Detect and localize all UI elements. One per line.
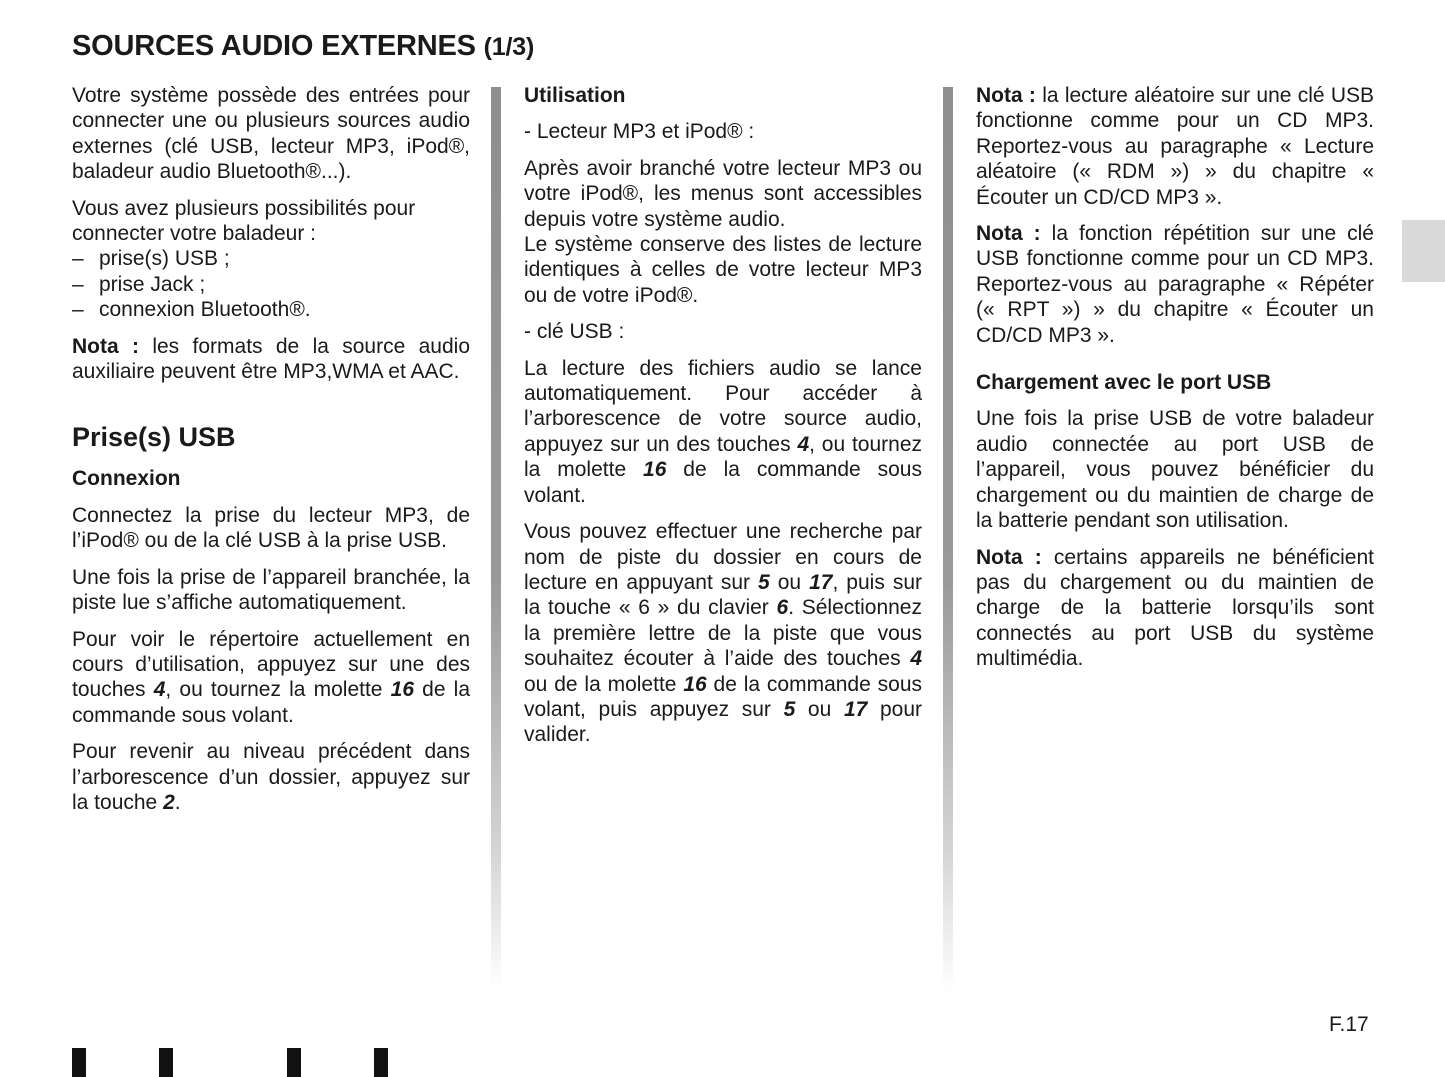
text-span: ou — [769, 570, 810, 594]
charging-paragraph: Une fois la prise USB de votre baladeur audio connectée au port USB de l’appareil, vous pouvez bénéficier du chargement ou du maintien de charge de la batterie pendant son utilisation. — [976, 407, 1374, 533]
column-middle — [524, 83, 922, 759]
connect-paragraph: Connectez la prise du lecteur MP3, de l’iPod® ou de la clé USB à la prise USB. — [72, 503, 470, 553]
page-title — [72, 30, 534, 63]
key-reference: 16 — [390, 678, 414, 702]
text-span: . — [174, 790, 181, 814]
text-span: de la commande sous volant, puis appuyez sur — [524, 672, 922, 721]
nota-text: la lecture aléatoire sur une clé USB fonctionne comme pour un CD MP3. Reportez-vous au paragraphe « Lecture aléatoire (« RDM ») » du chapitre « Écouter un CD/CD MP3 ». — [976, 84, 1374, 209]
text-span: Pour revenir au niveau précédent dans l’arborescence d’un dossier, appuyez sur la touche — [72, 740, 470, 814]
text-span: , ou tournez la molette — [524, 432, 922, 482]
column-right — [976, 83, 1374, 683]
key-reference: 4 — [910, 647, 922, 671]
nota-label: Nota : — [976, 84, 1036, 107]
key-reference: 4 — [797, 432, 810, 456]
key-reference: 5 — [758, 570, 770, 594]
print-crop-mark — [287, 1048, 301, 1077]
key-reference: 6 — [776, 596, 789, 620]
key-reference: 5 — [783, 697, 796, 721]
text-span: Vous pouvez effectuer une recherche par nom de piste du dossier en cours de lecture en appuyant sur — [524, 520, 922, 594]
search-paragraph — [524, 519, 922, 748]
subheading-utilisation: Utilisation — [524, 84, 626, 107]
text-span: ou de la molette — [524, 672, 684, 696]
text-span: pour valider. — [524, 697, 922, 747]
text-span: , ou tournez la molette — [165, 678, 391, 702]
nota-formats — [72, 334, 470, 385]
nota-repeat — [976, 221, 1374, 348]
page-part: (1/3) — [483, 33, 535, 61]
sub-mp3-ipod: - Lecteur MP3 et iPod® : — [524, 120, 755, 144]
list-item: – prise Jack ; — [72, 272, 470, 297]
text-span: Le système conserve des listes de lecture identiques à celles de votre lecteur MP3 ou de votre iPod®. — [524, 233, 922, 307]
autoplay-paragraph: Une fois la prise de l’appareil branchée, la piste lue s’affiche automatiquement. — [72, 565, 470, 615]
text-span: La lecture des fichiers audio se lance automatiquement. Pour accéder à l’arborescence de votre source audio, appuyez sur un des touches — [524, 356, 922, 456]
nota-label: Nota : — [976, 222, 1041, 246]
section-tab-marker — [1402, 220, 1445, 282]
text-span: de la commande sous volant. — [72, 678, 471, 727]
key-reference: 4 — [153, 678, 166, 702]
print-crop-mark — [374, 1048, 388, 1077]
text-span: Pour voir le répertoire actuellement en cours d’utilisation, appuyez sur une des touches — [72, 627, 470, 702]
nota-random — [976, 83, 1374, 210]
text-span: . Sélectionnez la première lettre de la piste que vous souhaitez écouter à l’aide des touches — [524, 596, 922, 671]
back-paragraph — [72, 739, 470, 815]
key-reference: 17 — [843, 697, 868, 721]
intro-paragraph: Votre système possède des entrées pour connecter une ou plusieurs sources audio externes (clé USB, lecteur MP3, iPod®, baladeur audio Bluetooth®...). — [72, 84, 470, 184]
column-divider — [491, 87, 501, 992]
nota-text: certains appareils ne bénéficient pas du chargement ou du maintien de charge de la batterie lorsqu’ils sont connectés au port USB du système multimédia. — [976, 545, 1374, 671]
nota-label: Nota : — [976, 545, 1042, 569]
print-crop-mark — [159, 1048, 173, 1077]
nota-charging — [976, 545, 1374, 672]
list-item: – prise(s) USB ; — [72, 246, 470, 271]
print-crop-mark — [72, 1048, 86, 1077]
nota-text: les formats de la source audio auxiliaire peuvent être MP3,WMA et AAC. — [72, 334, 470, 384]
page-title-text: SOURCES AUDIO EXTERNES — [72, 30, 476, 62]
usb-autoplay-paragraph — [524, 356, 922, 508]
options-paragraph: Vous avez plusieurs possibilités pour connecter votre baladeur : — [72, 196, 416, 246]
text-span: Après avoir branché votre lecteur MP3 ou votre iPod®, les menus sont accessibles depuis votre système audio. — [524, 156, 922, 231]
nota-label: Nota : — [72, 334, 139, 358]
list-item: – connexion Bluetooth®. — [72, 297, 470, 322]
column-left — [72, 83, 470, 826]
connection-options-list — [72, 246, 470, 322]
key-reference: 16 — [643, 458, 667, 482]
subheading-charging: Chargement avec le port USB — [976, 371, 1272, 395]
column-divider — [943, 87, 953, 992]
key-reference: 17 — [809, 570, 833, 594]
section-heading-usb: Prise(s) USB — [72, 422, 236, 453]
key-reference: 16 — [683, 672, 707, 696]
text-span: ou — [795, 697, 844, 721]
text-span: de la commande sous volant. — [524, 458, 922, 507]
key-reference: 2 — [163, 790, 175, 814]
text-span: , puis sur la touche « 6 » du clavier — [524, 570, 923, 620]
page-number: F.17 — [1329, 1013, 1369, 1036]
directory-paragraph — [72, 627, 470, 729]
nota-text: la fonction répétition sur une clé USB fonctionne comme pour un CD MP3. Reportez-vous au paragraphe « Répéter (« RPT ») » du chapitre « Écouter un CD/CD MP3 ». — [976, 222, 1374, 347]
subheading-connexion: Connexion — [72, 467, 181, 491]
menus-paragraph — [524, 156, 922, 308]
sub-usb-key: - clé USB : — [524, 320, 625, 344]
